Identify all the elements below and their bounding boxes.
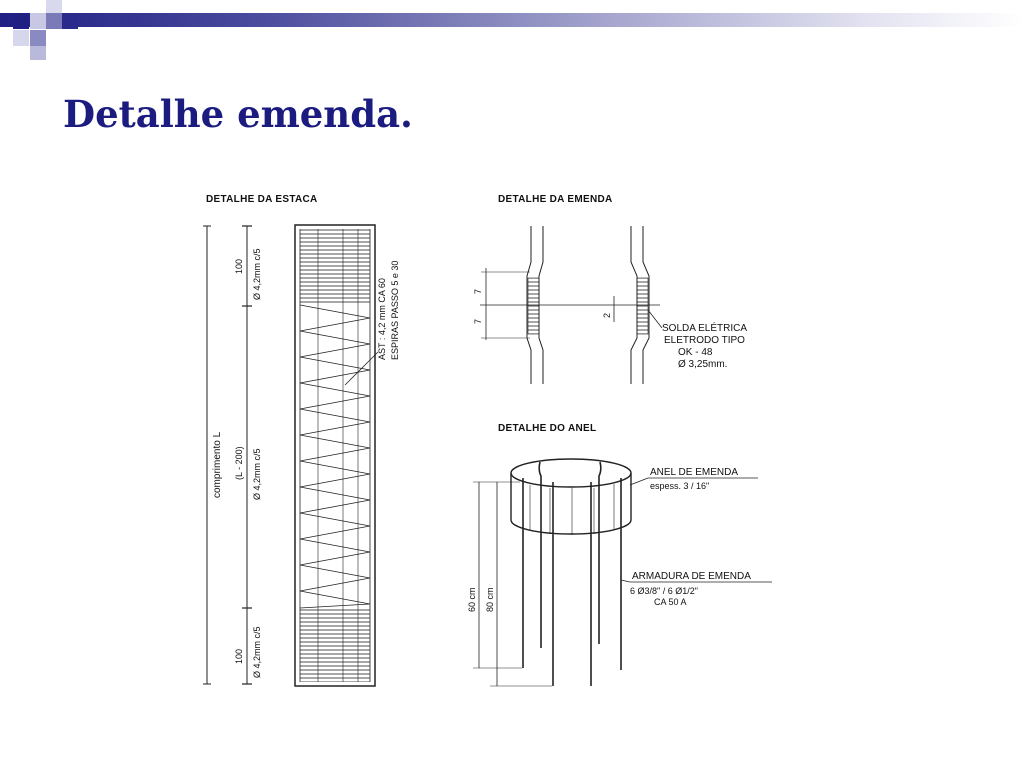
pile-length-label: comprimento L [212,431,223,498]
ring-dim-80: 80 cm [485,587,495,612]
pile-dim-mid: (L - 200) [234,446,244,480]
pile-spacing-mid: Ø 4,2mm c/5 [252,448,262,500]
splice-gap: 2 [602,312,612,318]
pile-detail [203,194,400,686]
pile-dense-stirrups-top [300,229,370,305]
splice-ring-top [511,459,631,487]
rebar-label: ARMADURA DE EMENDA [632,571,751,582]
rebar-spec: 6 Ø3/8" / 6 Ø1/2" [630,586,698,596]
pile-dim-bottom: 100 [234,648,244,664]
ring-detail-title: DETALHE DO ANEL [498,423,597,434]
splice-weld-note-3: OK - 48 [678,347,713,358]
pile-spacing-top: Ø 4,2mm c/5 [252,248,262,300]
splice-detail-title: DETALHE DA EMENDA [498,194,613,205]
pile-dim-top: 100 [234,258,244,274]
ring-dim-60: 60 cm [467,587,477,612]
rebar-grade: CA 50 A [654,597,687,607]
splice-weld-note-1: SOLDA ELÉTRICA [662,323,748,334]
pile-spiral-spec-1: AST : 4,2 mm CA 60 [377,278,387,360]
splice-dim-lower: 7 [473,318,483,324]
splice-dim-upper: 7 [473,288,483,294]
ring-thickness: espess. 3 / 16" [650,481,710,491]
splice-weld-left [528,278,539,334]
ring-detail [467,423,772,686]
slide-title: Detalhe emenda. [63,92,413,136]
ring-label: ANEL DE EMENDA [650,467,738,478]
pile-spiral [300,305,370,608]
pile-spiral-spec-2: ESPIRAS PASSO 5 e 30 [390,260,400,360]
splice-weld-note-4: Ø 3,25mm. [678,359,728,370]
splice-ring-body [511,473,631,534]
pile-spacing-bottom: Ø 4,2mm c/5 [252,626,262,678]
pile-detail-title: DETALHE DA ESTACA [206,194,318,205]
pile-dense-stirrups-bottom [300,608,370,682]
splice-weld-right [637,278,648,334]
splice-weld-note-2: ELETRODO TIPO [664,335,745,346]
splice-detail [473,194,747,384]
